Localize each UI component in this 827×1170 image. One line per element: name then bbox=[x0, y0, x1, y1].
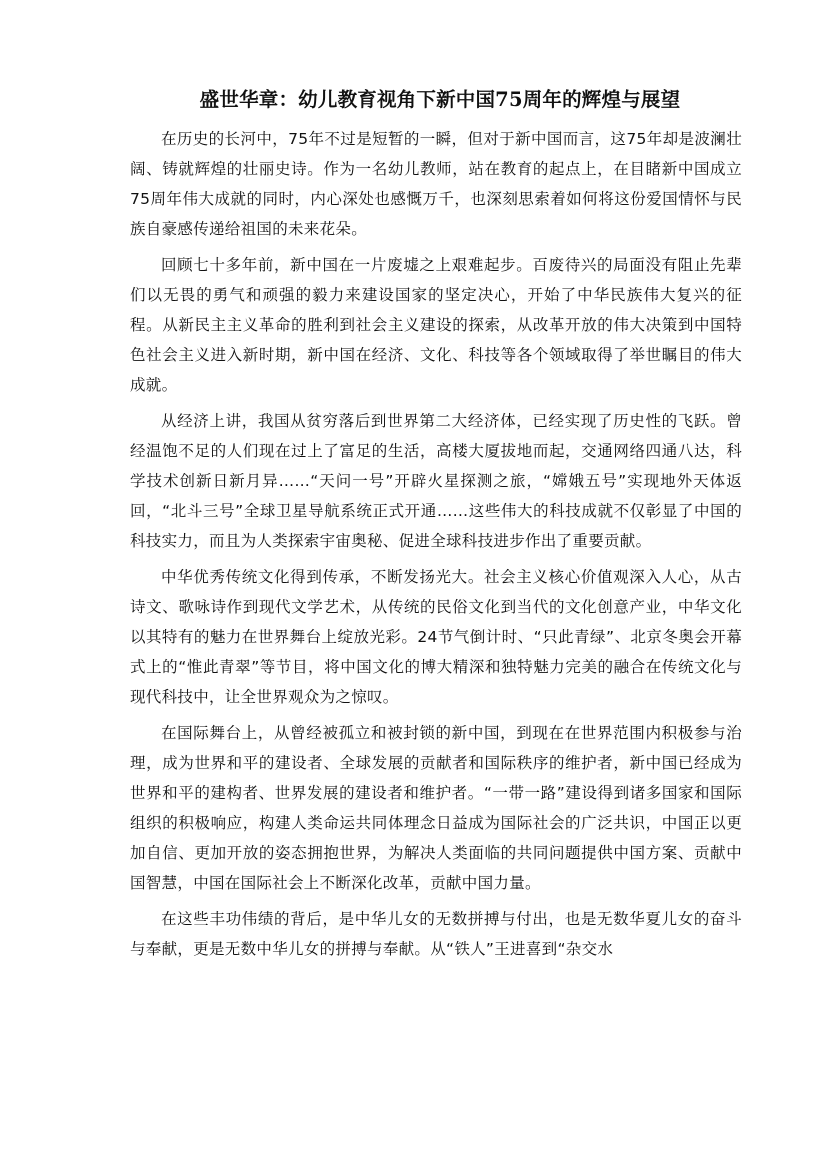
paragraph: 从经济上讲，我国从贫穷落后到世界第二大经济体，已经实现了历史性的飞跃。曾经温饱不足的人们现在过上了富足的生活，高楼大厦拔地而起，交通网络四通八达，科学技术创新日新月异……“天问一号”开辟火星探测之旅，“嫦娥五号”实现地外天体返回，“北斗三号”全球卫星导航系统正式开通……这些伟大的科技成就不仅彰显了中国的科技实力，而且为人类探索宇宙奥秘、促进全球科技进步作出了重要贡献。 bbox=[130, 412, 742, 550]
document-title: 盛世华章：幼儿教育视角下新中国75周年的辉煌与展望 bbox=[199, 88, 681, 111]
paragraph: 回顾七十多年前，新中国在一片废墟之上艰难起步。百废待兴的局面没有阻止先辈们以无畏的勇气和顽强的毅力来建设国家的坚定决心，开始了中华民族伟大复兴的征程。从新民主主义革命的胜利到社会主义建设的探索，从改革开放的伟大决策到中国特色社会主义进入新时期，新中国在经济、文化、科技等各个领域取得了举世瞩目的伟大成就。 bbox=[130, 256, 742, 394]
paragraph: 中华优秀传统文化得到传承，不断发扬光大。社会主义核心价值观深入人心，从古诗文、歌咏诗作到现代文学艺术，从传统的民俗文化到当代的文化创意产业，中华文化以其特有的魅力在世界舞台上绽放光彩。24节气倒计时、“只此青绿”、北京冬奥会开幕式上的“惟此青翠”等节目，将中国文化的博大精深和独特魅力完美的融合在传统文化与现代科技中，让全世界观众为之惊叹。 bbox=[130, 568, 742, 706]
paragraph: 在国际舞台上，从曾经被孤立和被封锁的新中国，到现在在世界范围内积极参与治理，成为世界和平的建设者、全球发展的贡献者和国际秩序的维护者，新中国已经成为世界和平的建构者、世界发展的建设者和维护者。“一带一路”建设得到诸多国家和国际组织的积极响应，构建人类命运共同体理念日益成为国际社会的广泛共识，中国正以更加自信、更加开放的姿态拥抱世界，为解决人类面临的共同问题提供中国方案、贡献中国智慧，中国在国际社会上不断深化改革，贡献中国力量。 bbox=[130, 724, 742, 892]
document-body bbox=[130, 124, 742, 970]
paragraph: 在历史的长河中，75年不过是短暂的一瞬，但对于新中国而言，这75年却是波澜壮阔、铸就辉煌的壮丽史诗。作为一名幼儿教师，站在教育的起点上，在目睹新中国成立75周年伟大成就的同时，内心深处也感慨万千，也深刻思索着如何将这份爱国情怀与民族自豪感传递给祖国的未来花朵。 bbox=[130, 130, 742, 238]
paragraph: 在这些丰功伟绩的背后，是中华儿女的无数拼搏与付出，也是无数华夏儿女的奋斗与奉献，更是无数中华儿女的拼搏与奉献。从“铁人”王进喜到“杂交水 bbox=[130, 910, 742, 958]
